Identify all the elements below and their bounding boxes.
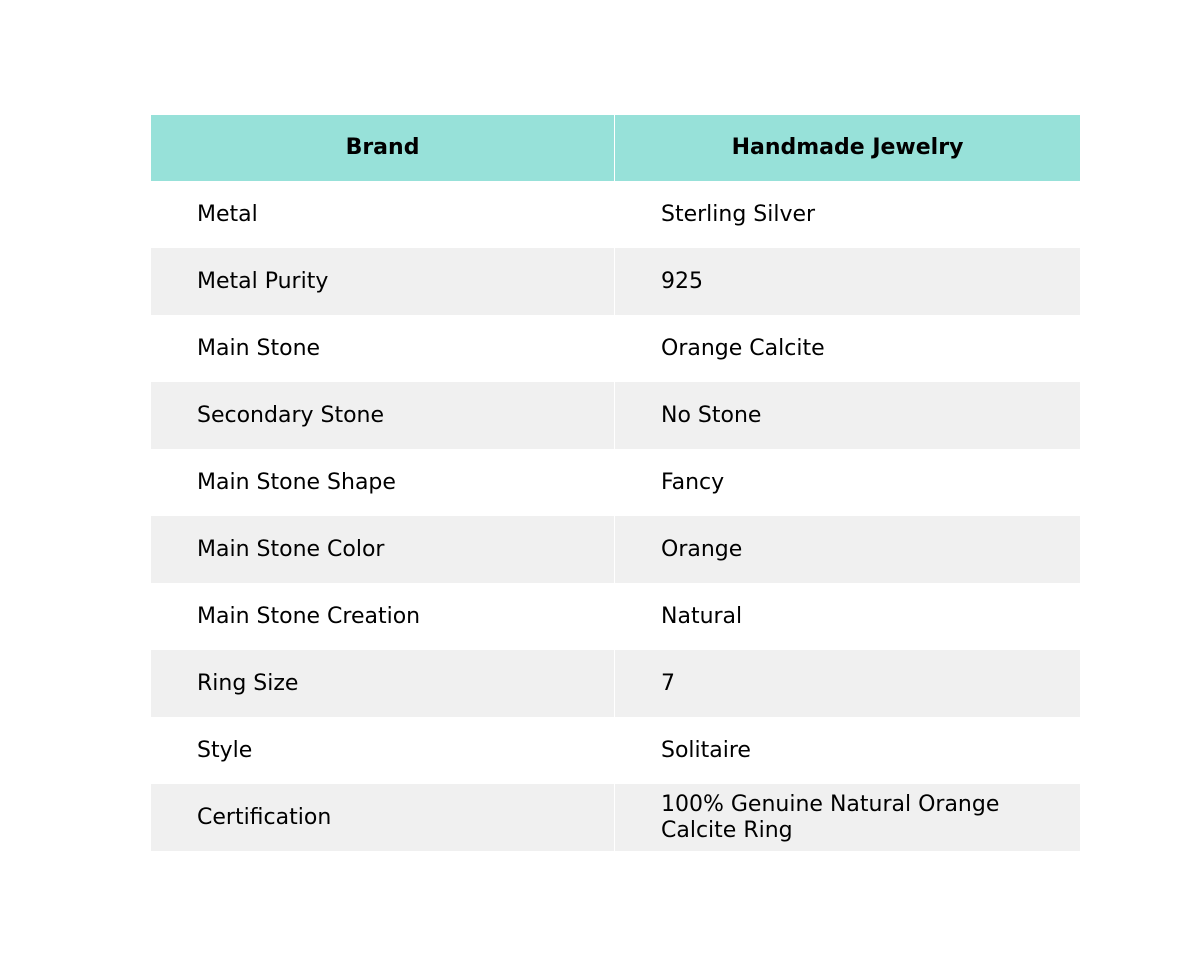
certification-text: 100% Genuine Natural Orange Calcite Ring xyxy=(661,791,1000,843)
row-value-certification xyxy=(615,784,1080,851)
header-handmade-jewelry: Handmade Jewelry xyxy=(615,115,1080,181)
row-value-secondary-stone: No Stone xyxy=(615,382,1080,449)
row-label-metal-purity: Metal Purity xyxy=(151,248,615,315)
product-spec-table xyxy=(151,115,1080,851)
row-value-main-stone-color: Orange xyxy=(615,516,1080,583)
row-label-main-stone-creation: Main Stone Creation xyxy=(151,583,615,650)
row-value-ring-size: 7 xyxy=(615,650,1080,717)
row-label-secondary-stone: Secondary Stone xyxy=(151,382,615,449)
row-value-style: Solitaire xyxy=(615,717,1080,784)
row-label-metal: Metal xyxy=(151,181,615,248)
row-label-ring-size: Ring Size xyxy=(151,650,615,717)
row-label-certification: Certification xyxy=(151,784,615,851)
row-label-main-stone-shape: Main Stone Shape xyxy=(151,449,615,516)
row-label-style: Style xyxy=(151,717,615,784)
row-value-metal-purity: 925 xyxy=(615,248,1080,315)
row-value-main-stone-creation: Natural xyxy=(615,583,1080,650)
row-value-main-stone: Orange Calcite xyxy=(615,315,1080,382)
row-value-metal: Sterling Silver xyxy=(615,181,1080,248)
row-label-main-stone-color: Main Stone Color xyxy=(151,516,615,583)
header-brand: Brand xyxy=(151,115,615,181)
row-label-main-stone: Main Stone xyxy=(151,315,615,382)
row-value-main-stone-shape: Fancy xyxy=(615,449,1080,516)
